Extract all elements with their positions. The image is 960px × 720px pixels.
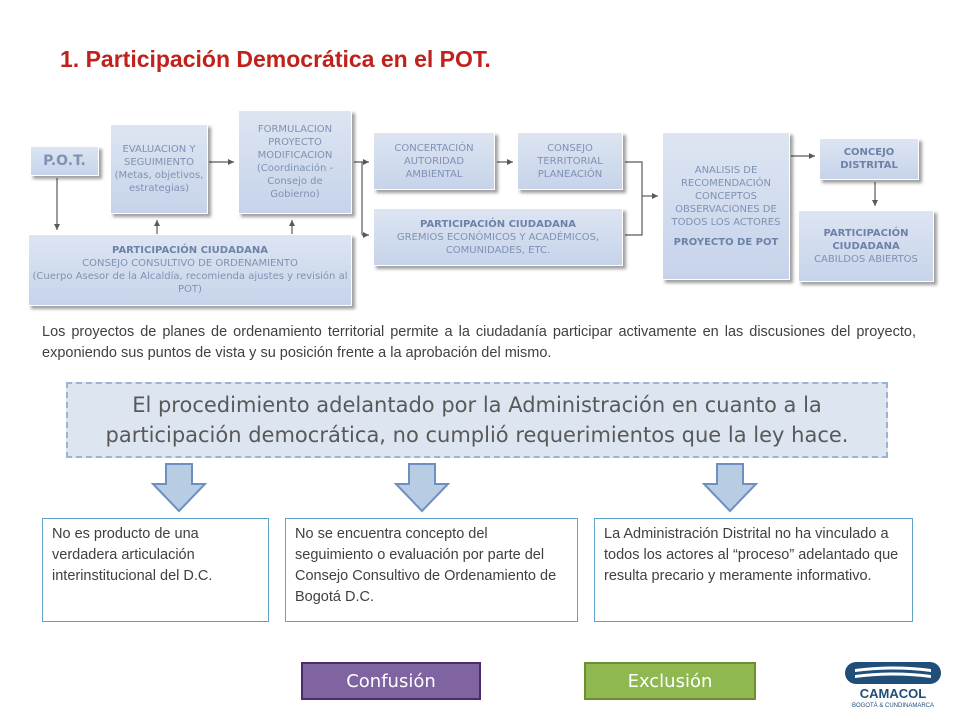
- note-consejo-consultivo: No se encuentra concepto del seguimiento o evaluación por parte del Consejo Consultivo de Ordenamiento de Bogotá D.C.: [285, 518, 578, 622]
- arrow-merge-top: [625, 162, 642, 196]
- statement-banner: [66, 382, 888, 458]
- down-arrow-icon: [701, 462, 759, 514]
- arrow-formulacion-branch: [354, 162, 362, 235]
- analisis-recomendacion-box: ANALISIS DE RECOMENDACIÓN CONCEPTOS OBSERVACIONES DE TODOS LOS ACTORES PROYECTO DE POT: [662, 132, 790, 280]
- camacol-logo: [843, 660, 943, 710]
- pot-box: P.O.T.: [30, 146, 99, 176]
- confusion-label: Confusión: [301, 662, 481, 700]
- description-paragraph: Los proyectos de planes de ordenamiento territorial permite a la ciudadanía participar activamente en las discusiones del proyecto, exponiendo sus puntos de vista y su posición frente a la aprobación del mismo.: [42, 324, 916, 361]
- down-arrow-icon: [393, 462, 451, 514]
- svg-text:BOGOTÁ & CUNDINAMARCA: BOGOTÁ & CUNDINAMARCA: [851, 703, 935, 709]
- consejo-territorial-box: CONSEJO TERRITORIAL PLANEACIÓN: [517, 132, 623, 190]
- participacion-ciudadana-cabildos-box: PARTICIPACIÓN CIUDADANA CABILDOS ABIERTOS: [798, 210, 934, 282]
- note-articulacion: No es producto de una verdadera articulación interinstitucional del D.C.: [42, 518, 269, 622]
- concejo-distrital-box: CONCEJO DISTRITAL: [819, 138, 919, 180]
- concertacion-ambiental-box: CONCERTACIÓN AUTORIDAD AMBIENTAL: [373, 132, 495, 190]
- evaluacion-seguimiento-box: EVALUACION Y SEGUIMIENTO (Metas, objetivos, estrategias): [110, 124, 208, 214]
- page-title: 1. Participación Democrática en el POT.: [60, 46, 491, 72]
- exclusion-label: Exclusión: [584, 662, 756, 700]
- svg-text:CAMACOL: CAMACOL: [859, 686, 927, 701]
- down-arrow-icon: [150, 462, 208, 514]
- statement-text: El procedimiento adelantado por la Administración en cuanto a la participación democrática, no cumplió requerimientos que la ley hace.: [105, 393, 849, 447]
- note-actores: La Administración Distrital no ha vinculado a todos los actores al “proceso” adelantado que resulta precario y meramente informativo.: [594, 518, 913, 622]
- formulacion-proyecto-box: FORMULACION PROYECTO MODIFICACION (Coordinación - Consejo de Gobierno): [238, 110, 352, 214]
- participacion-ciudadana-gremios-box: PARTICIPACIÓN CIUDADANA GREMIOS ECONÓMICOS Y ACADÉMICOS, COMUNIDADES, ETC.: [373, 208, 623, 266]
- arrow-merge-bottom: [625, 196, 642, 235]
- participacion-ciudadana-consejo-box: PARTICIPACIÓN CIUDADANA CONSEJO CONSULTIVO DE ORDENAMIENTO (Cuerpo Asesor de la Alcaldía, recomienda ajustes y revisión al POT): [28, 234, 352, 306]
